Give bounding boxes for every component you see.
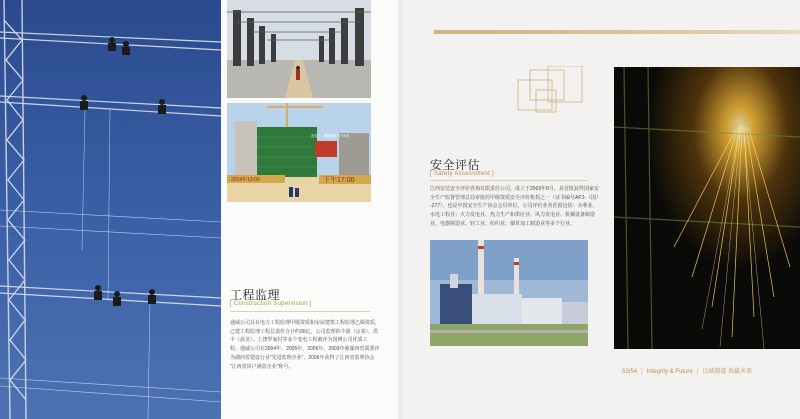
- body-line: 为湖西省建设行业“先进监理企业”，2006年获得了江西省监理协会: [230, 354, 375, 361]
- body-line: 业、电器制造业、轻工业、纺织业、烟草加工制造业等多个行业。: [430, 220, 576, 227]
- construction-supervision-divider: [230, 311, 370, 312]
- page-footer: [620, 366, 754, 375]
- footer-tagline-cn: 以诚毅道 共赢未来: [702, 369, 752, 375]
- footer-separator: |: [641, 369, 643, 375]
- power-plant-photo: [430, 240, 588, 346]
- construction-supervision-body: [230, 319, 380, 371]
- construction-site-photo: [227, 103, 371, 202]
- safety-assessment-title: 安全评估: [430, 158, 481, 172]
- body-line: 水电工程业；火力发电业、热力生产和供应业、风力发电业、机械设备制造: [430, 212, 596, 219]
- footer-separator: |: [696, 369, 699, 375]
- page-numbers: 53/54: [622, 369, 638, 375]
- square-outline-decoration: [516, 66, 584, 128]
- body-line: 全生产监督管理总局审批的甲级资质安全评价机构之一（证书编号APJ-（国）: [430, 194, 601, 201]
- safety-assessment-body: [430, 185, 601, 229]
- date-banner-text: 2014年13:00: [231, 177, 260, 183]
- spread-fold: [398, 0, 403, 419]
- time-banner-text: 下午17:00: [323, 177, 355, 184]
- body-line: 已建工程监理工程总造价合计约30亿。公司监理的丰源（京泰）、洪: [230, 328, 379, 335]
- welding-sparks-photo: [614, 67, 800, 349]
- body-line: -277），也是中国安全生产协会会员单位。公司评价业务范围包括：水利业、: [430, 203, 598, 210]
- substation-photo: [227, 0, 371, 98]
- body-line: 江西安达安全评价咨询有限责任公司，成立于2003年8月，是首批获得国家安: [430, 186, 599, 192]
- body-line: 丰（晨龙）、上饶罗家村等多个变电工程被评为国网公司优质工: [230, 337, 368, 344]
- construction-supervision-subtitle: [ Construction Supervision ]: [230, 301, 312, 307]
- red-banner-text: 首先上，柳柯精雕引力冲向: [311, 134, 350, 138]
- footer-tagline-en: Integrity & Future: [646, 369, 693, 375]
- power-tower-workers-photo: [0, 0, 221, 419]
- construction-supervision-title: 工程监理: [230, 288, 281, 302]
- body-line: “江西省同户满意企业”称号。: [230, 363, 294, 370]
- gold-header-line: [434, 30, 800, 34]
- body-line: 通威公司具有电力工程监理甲级资质和房屋建筑工程监理乙级资质，: [230, 320, 381, 326]
- safety-assessment-subtitle: [ Safety Assessment ]: [430, 171, 494, 177]
- safety-assessment-divider: [430, 180, 588, 181]
- body-line: 程。通威公司在2004年、2005年、2006年、2009年被湖西省质委评: [230, 346, 380, 353]
